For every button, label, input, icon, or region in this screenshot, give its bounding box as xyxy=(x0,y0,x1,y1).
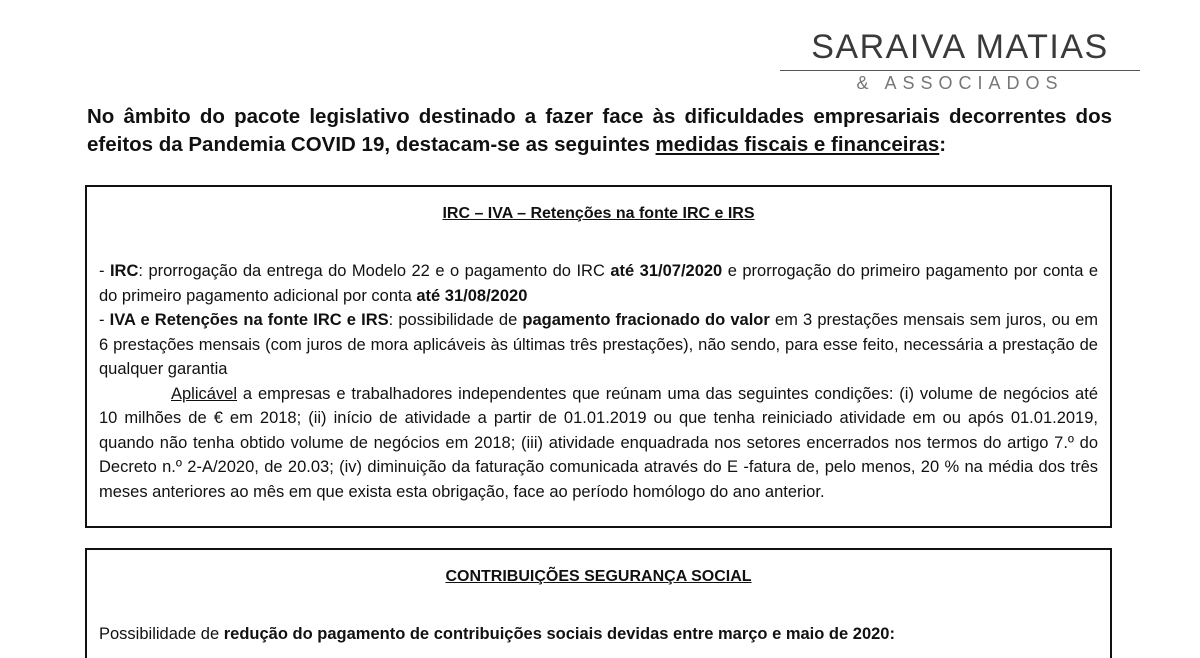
iva-paragraph xyxy=(99,308,1098,382)
intro-underlined: medidas fiscais e financeiras xyxy=(655,133,940,156)
intro-heading xyxy=(87,103,1112,159)
logo-tagline: & ASSOCIADOS xyxy=(856,73,1064,93)
irc-text-1: : prorrogação da entrega do Modelo 22 e o pagamento do IRC xyxy=(138,262,611,280)
iva-text-1: : possibilidade de xyxy=(388,311,523,329)
irc-date-1: até 31/07/2020 xyxy=(610,262,723,280)
intro-text: No âmbito do pacote legislativo destinado a fazer face às dificuldades empresariais decorrentes dos efeitos da Pandemia COVID 19, destacam-se as seguintes xyxy=(87,105,1112,156)
social-text: Possibilidade de xyxy=(99,625,224,643)
irc-text-2: e prorrogação do primeiro pagamento por conta e do primeiro pagamento adicional por conta xyxy=(99,262,1099,305)
iva-label: IVA e Retenções na fonte IRC e IRS xyxy=(109,311,389,329)
social-security-box xyxy=(85,548,1112,658)
social-bold: redução do pagamento de contribuições sociais devidas entre março e maio de 2020: xyxy=(223,625,895,643)
intro-colon: : xyxy=(939,133,947,156)
bullet-dash: - xyxy=(99,311,110,329)
irc-date-2: até 31/08/2020 xyxy=(416,286,528,305)
tax-box-body xyxy=(87,259,1110,504)
applicable-paragraph xyxy=(99,382,1098,505)
irc-label: IRC xyxy=(109,262,139,280)
logo-divider xyxy=(780,70,1140,71)
tax-measures-box xyxy=(85,185,1112,528)
social-box-body xyxy=(87,622,1110,647)
iva-bold: pagamento fracionado do valor xyxy=(522,311,770,329)
bullet-dash: - xyxy=(99,262,110,280)
applicable-text: a empresas e trabalhadores independentes que reúnam uma das seguintes condições: (i) volume de negócios até 10 milhões de € em 2018; (ii) início de atividade a partir de 01.01.2019 ou que tenha reiniciado atividade em ou após 01.01.2019, quando não tenha obtido volume de negócios em 2018; (iii) atividade enquadrada nos setores encerrados nos termos do artigo 7.º do Decreto n.º 2-A/2020, de 20.03; (iv) diminuição da faturação comunicada através do E -fatura de, pelo menos, 20 % na média dos três meses anteriores ao mês em que exista esta obrigação, face ao período homólogo do ano anterior. xyxy=(99,384,1098,501)
tax-box-title: IRC – IVA – Retenções na fonte IRC e IRS xyxy=(442,205,755,222)
applicable-label: Aplicável xyxy=(171,384,238,403)
logo-name: SARAIVA MATIAS xyxy=(811,28,1109,66)
firm-logo xyxy=(780,30,1140,93)
irc-paragraph xyxy=(99,259,1098,308)
iva-text-2: em 3 prestações mensais sem juros, ou em 6 prestações mensais (com juros de mora aplicáveis às últimas três prestações), não sendo, para esse feito, necessária a prestação de qualquer garantia xyxy=(99,311,1098,378)
social-box-title: CONTRIBUIÇÕES SEGURANÇA SOCIAL xyxy=(445,568,752,585)
